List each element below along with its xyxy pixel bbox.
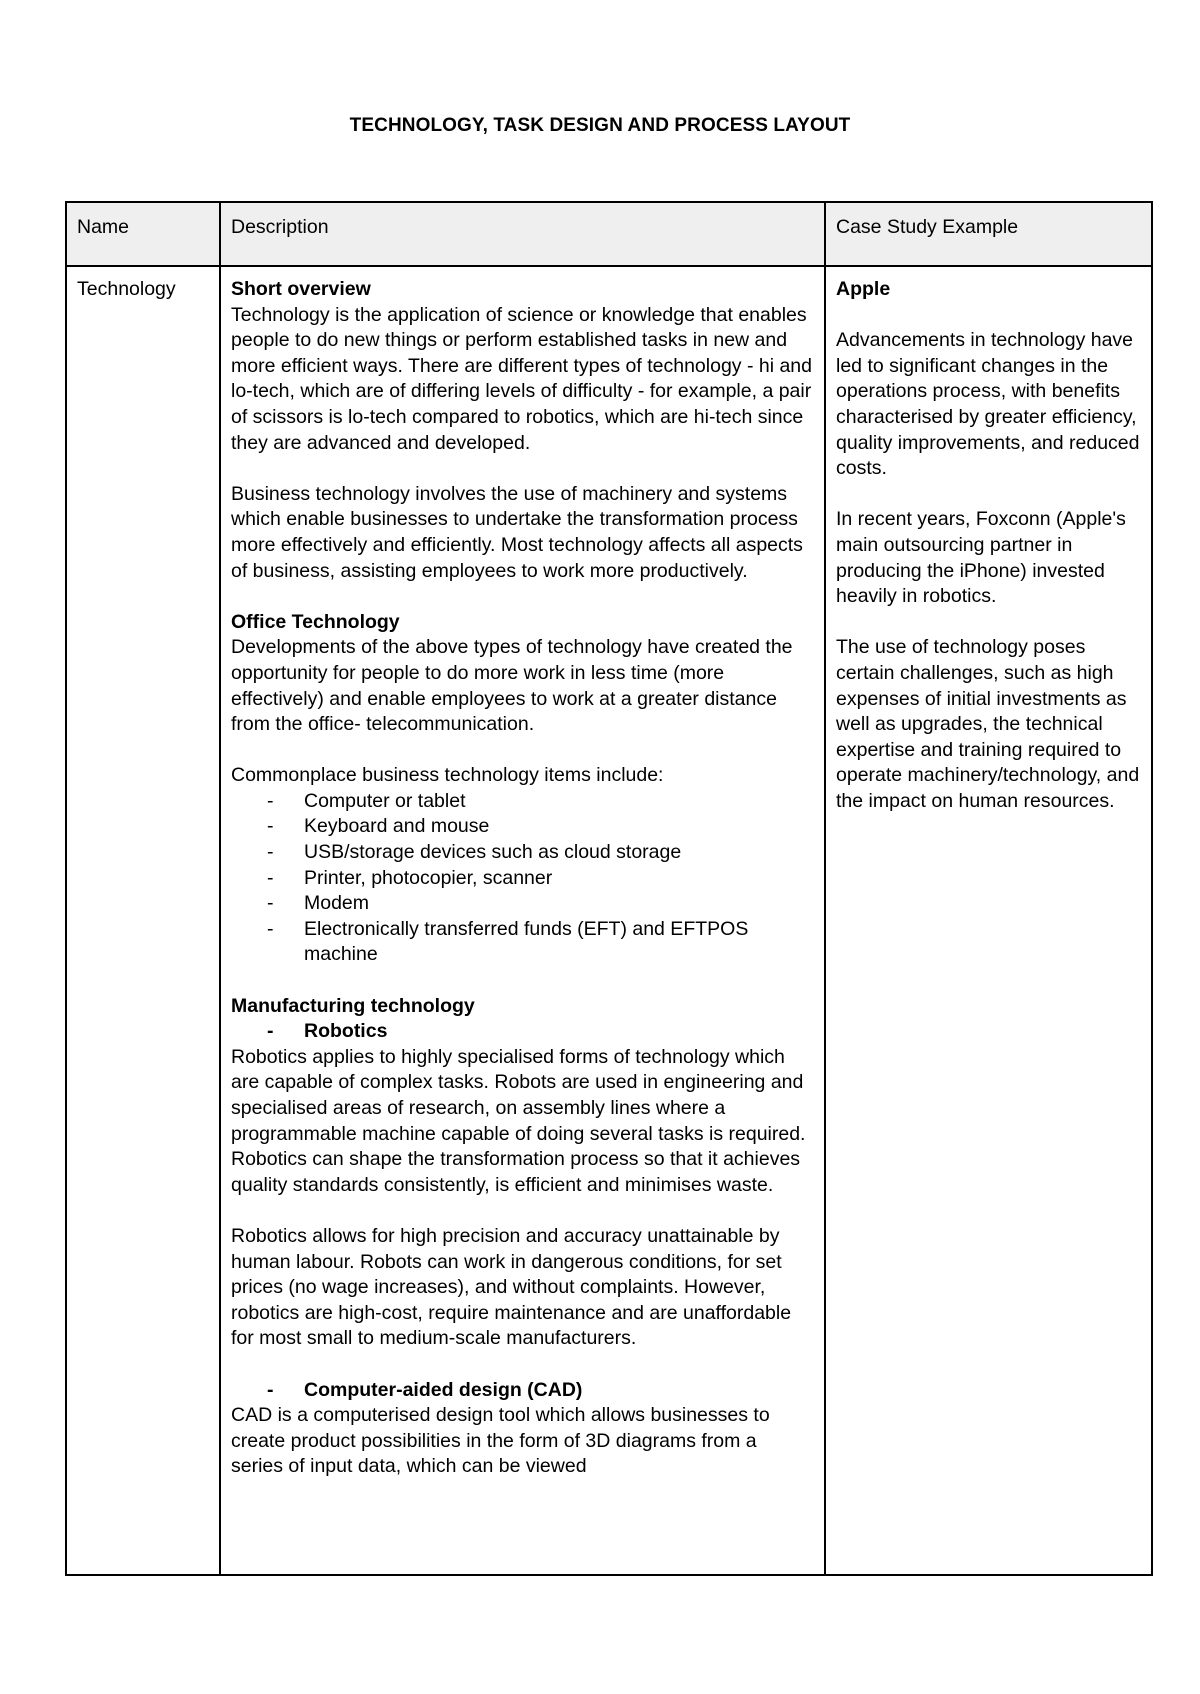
- row-name: Technology: [66, 266, 220, 1575]
- case-study-paragraph-1: Advancements in technology have led to significant changes in the operations process, with benefits characterised by greater efficiency, quality improvements, and reduced costs.: [836, 329, 1140, 480]
- header-description: Description: [220, 202, 825, 266]
- list-item: - Electronically transferred funds (EFT) and EFTPOS machine: [231, 917, 814, 968]
- robotics-paragraph-2: Robotics allows for high precision and accuracy unattainable by human labour. Robots can work in dangerous conditions, for set prices (no wage increases), and without complaints. However, robotics are high-cost, require maintenance and are unaffordable for most small to medium-scale manufacturers.: [231, 1224, 792, 1350]
- cad-heading: - Computer-aided design (CAD): [231, 1378, 814, 1404]
- robotics-paragraph-1: Robotics applies to highly specialised forms of technology which are capable of complex tasks. Robots are used in engineering and specialised areas of research, on assembly lines where a programmable machine capable of doing several tasks is required. Robotics can shape the transformation process so that it achieves quality standards consistently, is efficient and minimises waste.: [231, 1045, 806, 1196]
- list-item: - Modem: [231, 891, 814, 917]
- short-overview-heading: Short overview: [231, 278, 371, 300]
- case-study-heading: Apple: [836, 278, 891, 300]
- case-study-cell: [825, 266, 1152, 1575]
- table-row: [66, 266, 1152, 1575]
- office-items-list: [231, 789, 814, 968]
- case-study-paragraph-2: In recent years, Foxconn (Apple's main outsourcing partner in producing the iPhone) invested heavily in robotics.: [836, 508, 1126, 608]
- description-cell: [220, 266, 825, 1575]
- manufacturing-technology-heading: Manufacturing technology: [231, 994, 475, 1017]
- list-item: - Keyboard and mouse: [231, 814, 814, 840]
- content-table: [65, 201, 1153, 1576]
- short-overview-paragraph-2: Business technology involves the use of machinery and systems which enable businesses to undertake the transformation process more effectively and efficiently. Most technology affects all aspects of business, assisting employees to work more productively.: [231, 482, 803, 582]
- office-technology-heading: Office Technology: [231, 610, 400, 633]
- list-item: - USB/storage devices such as cloud storage: [231, 840, 814, 866]
- case-study-paragraph-3: The use of technology poses certain challenges, such as high expenses of initial investments as well as upgrades, the technical expertise and training required to operate machinery/technology, and the impact on human resources.: [836, 636, 1140, 812]
- office-technology-paragraph-1: Developments of the above types of technology have created the opportunity for people to do more work in less time (more effectively) and enable employees to work at a greater distance from the office- telecommunication.: [231, 636, 793, 736]
- office-technology-paragraph-2: Commonplace business technology items include:: [231, 764, 664, 787]
- list-item: - Printer, photocopier, scanner: [231, 866, 814, 892]
- header-case-study: Case Study Example: [825, 202, 1152, 266]
- list-item: - Computer or tablet: [231, 789, 814, 815]
- document-title: TECHNOLOGY, TASK DESIGN AND PROCESS LAYOUT: [349, 115, 851, 136]
- header-name: Name: [66, 202, 220, 266]
- cad-paragraph-1: CAD is a computerised design tool which allows businesses to create product possibilities in the form of 3D diagrams from a series of input data, which can be viewed: [231, 1404, 770, 1478]
- table-header-row: [66, 202, 1152, 266]
- short-overview-paragraph-1: Technology is the application of science or knowledge that enables people to do new things or perform established tasks in new and more efficient ways. There are different types of technology - hi and lo-tech, which are of differing levels of difficulty - for example, a pair of scissors is lo-tech compared to robotics, which are hi-tech since they are advanced and developed.: [231, 303, 812, 454]
- robotics-heading: - Robotics: [231, 1019, 814, 1045]
